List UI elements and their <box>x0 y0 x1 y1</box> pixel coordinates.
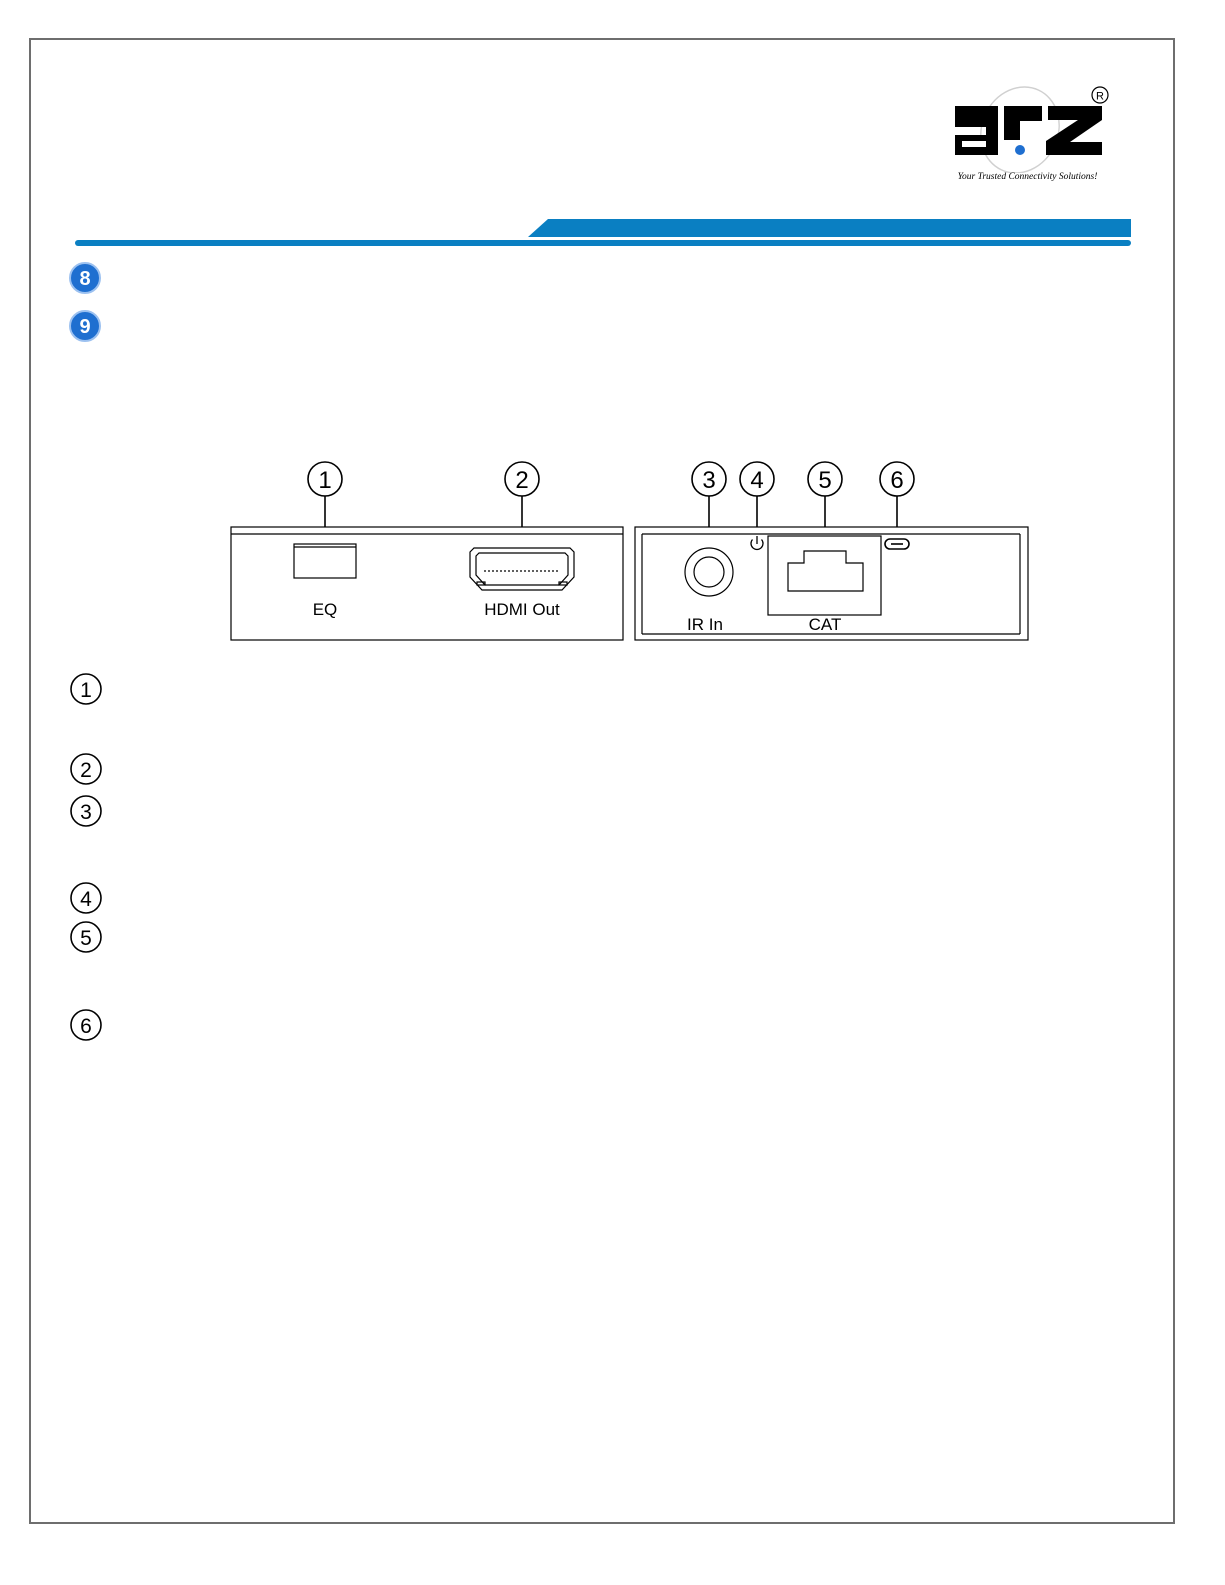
eq-label: EQ <box>312 600 338 619</box>
eq-switch <box>294 544 356 578</box>
ir-in-label: IR In <box>687 615 723 634</box>
hdmi-out-label: HDMI Out <box>484 600 560 619</box>
link-icon <box>885 539 909 549</box>
legend-callout-2 <box>68 751 104 787</box>
page-frame <box>29 38 1175 1524</box>
ir-jack <box>685 548 733 596</box>
badge-number: 9 <box>79 316 91 338</box>
power-icon <box>751 536 763 549</box>
cat-port <box>768 536 881 615</box>
section-badge-8 <box>69 262 101 294</box>
legend-number: 2 <box>80 759 92 782</box>
callout-number: 3 <box>702 467 716 494</box>
legend-number: 6 <box>80 1015 92 1038</box>
legend-callout-1 <box>68 671 104 707</box>
logo-tagline: Your Trusted Connectivity Solutions! <box>957 172 1098 182</box>
legend-callout-4 <box>68 880 104 916</box>
left-panel <box>231 527 623 640</box>
legend-number: 5 <box>80 927 92 950</box>
legend-callout-5 <box>68 919 104 955</box>
legend-callout-6 <box>68 1007 104 1043</box>
callout-number: 1 <box>318 467 332 494</box>
callout-number: 4 <box>750 467 764 494</box>
badge-number: 8 <box>79 268 91 290</box>
header-rule <box>0 0 1225 260</box>
legend-callout-3 <box>68 793 104 829</box>
legend-number: 1 <box>80 679 92 702</box>
section-badge-9 <box>69 310 101 342</box>
callout-number: 2 <box>515 467 529 494</box>
legend-number: 4 <box>80 888 92 911</box>
registered-mark: R <box>1096 90 1104 103</box>
callout-number: 6 <box>890 467 904 494</box>
legend-number: 3 <box>80 801 92 824</box>
device-panel-diagram <box>225 455 1035 650</box>
callout-number: 5 <box>818 467 832 494</box>
cat-label: CAT <box>808 615 842 634</box>
